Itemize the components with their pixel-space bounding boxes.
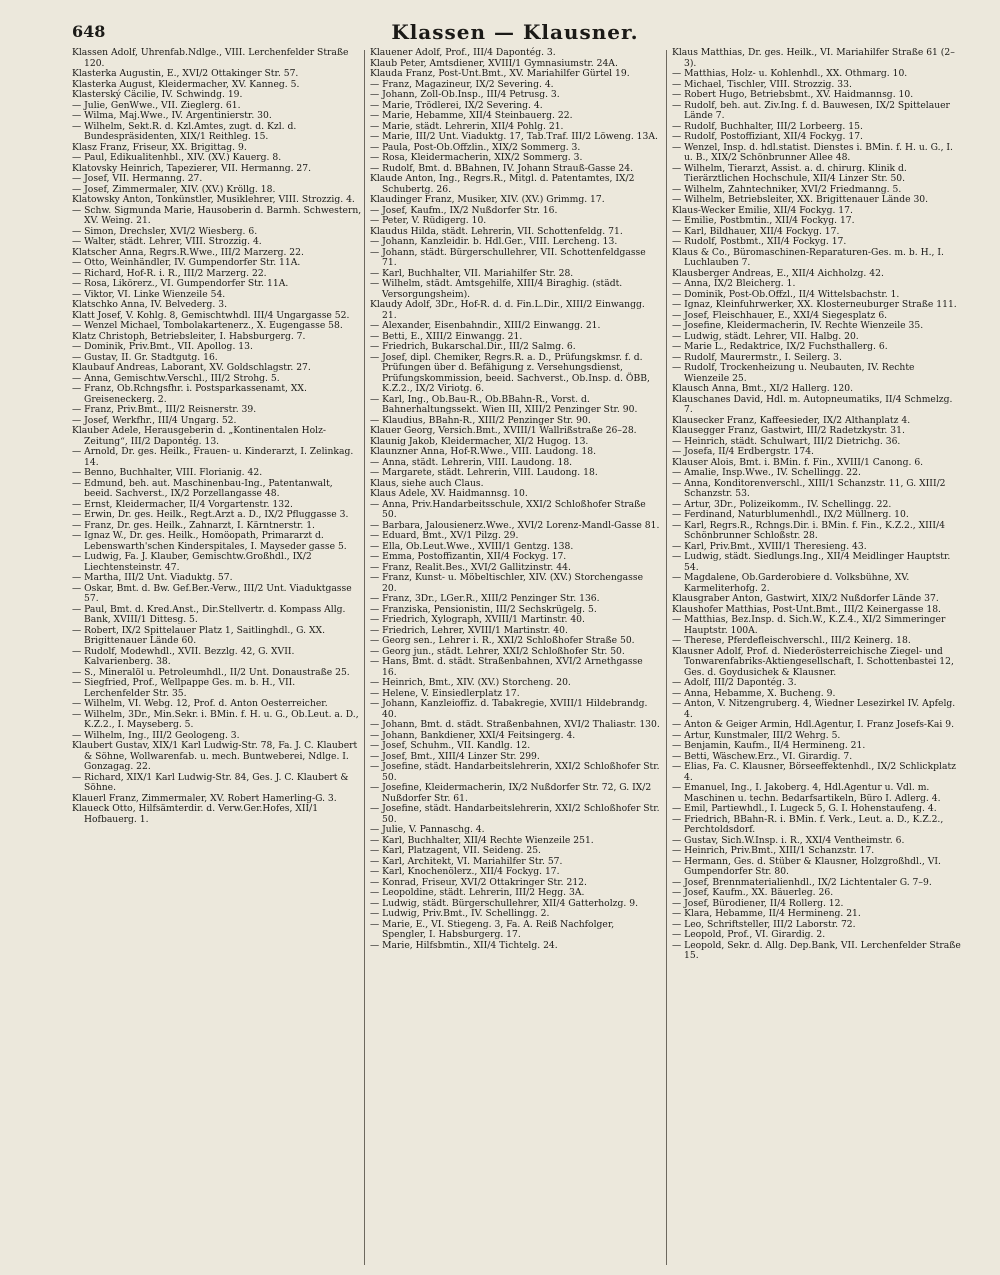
directory-entry: — Josef, Schuhm., VII. Kandlg. 12. bbox=[370, 740, 531, 751]
directory-entry: — Wilhelm, Ing., III/2 Geologeng. 3. bbox=[72, 729, 240, 741]
directory-entry: — Amalie, Insp.Wwe., IV. Schellingg. 22. bbox=[672, 467, 861, 478]
directory-entry: — Josefine, städt. Handarbeitslehrerin, XXI/2 Schloßhofer Str. 50. bbox=[370, 803, 660, 825]
directory-entry: — Marie, Hilfsbmtin., XII/4 Tichtelg. 24. bbox=[370, 939, 558, 951]
directory-entry: — Josef, Kaufm., IX/2 Nußdorfer Str. 16. bbox=[370, 204, 558, 216]
directory-entry: — Arnold, Dr. ges. Heilk., Frauen- u. Kinderarzt, I. Zelinkag. 14. bbox=[72, 446, 354, 468]
directory-entry: — Johann, Bankdiener, XXI/4 Feitsingerg. 4. bbox=[370, 729, 576, 741]
directory-entry: — Ludwig, städt. Lehrer, VII. Halbg. 20. bbox=[672, 330, 859, 342]
directory-entry: Klauda Franz, Post-Unt.Bmt., XV. Mariahilfer Gürtel 19. bbox=[370, 68, 630, 79]
directory-entry: — Benno, Buchhalter, VIII. Florianig. 42. bbox=[72, 467, 263, 478]
directory-entry: — Siegfried, Prof., Wellpappe Ges. m. b. H., VII. Lerchenfelder Str. 35. bbox=[72, 677, 296, 699]
directory-entry: Klaus, siehe auch Claus. bbox=[370, 477, 484, 489]
directory-entry: — Artur, Kunstmaler, III/2 Wehrg. 5. bbox=[672, 729, 841, 741]
directory-entry: — Wenzel Michael, Tombolakartenerz., X. Eugengasse 58. bbox=[72, 320, 343, 331]
directory-entry: — Alexander, Eisenbahndir., XIII/2 Einwangg. 21. bbox=[370, 320, 601, 331]
directory-entry: — Anna, IX/2 Bleicherg. 1. bbox=[672, 278, 796, 289]
directory-entry: — Viktor, VI. Linke Wienzeile 54. bbox=[72, 288, 226, 300]
directory-entry: — Josefine, Kleidermacherin, IV. Rechte Wienzeile 35. bbox=[672, 320, 924, 331]
directory-entry: — Paul, Edikualitenhbl., XIV. (XV.) Kauerg. 8. bbox=[72, 152, 282, 163]
directory-entry: Klaunzner Anna, Hof-R.Wwe., VIII. Laudong. 18. bbox=[370, 446, 596, 457]
directory-entry: — Karl, Platzagent, VII. Seideng. 25. bbox=[370, 845, 541, 856]
directory-entry: Klauschanes David, Hdl. m. Autopneumatiks, II/4 Schmelzg. 7. bbox=[672, 393, 953, 415]
directory-entry: — Ludwig, städt. Bürgerschullehrer, XII/4 Gatterholzg. 9. bbox=[370, 897, 638, 909]
directory-entry: — Ella, Ob.Leut.Wwe., XVIII/1 Gentzg. 138. bbox=[370, 540, 574, 552]
directory-entry: — Franz, Realit.Bes., XVI/2 Gallitzinstr. 44. bbox=[370, 561, 571, 573]
directory-entry: — Rosa, Likörerz., VI. Gumpendorfer Str. 11A. bbox=[72, 278, 289, 289]
directory-entry: — Matthias, Holz- u. Kohlenhdl., XX. Othmarg. 10. bbox=[672, 68, 908, 79]
directory-entry: — Peter, V. Rüdigerg. 10. bbox=[370, 215, 487, 226]
directory-entry: Klatz Christoph, Betriebsleiter, I. Habsburgerg. 7. bbox=[72, 330, 306, 342]
directory-entry: — Wilma, Maj.Wwe., IV. Argentinierstr. 30. bbox=[72, 110, 272, 121]
directory-entry: Klatschko Anna, IV. Belvederg. 3. bbox=[72, 299, 228, 310]
directory-entry: — Rudolf, Postbmt., XII/4 Fockyg. 17. bbox=[672, 236, 847, 247]
directory-entry: — Richard, Hof-R. i. R., III/2 Marzerg. 22. bbox=[72, 267, 267, 279]
directory-entry: — Leo, Schriftsteller, III/2 Laborstr. 72. bbox=[672, 918, 856, 930]
directory-entry: — Rudolf, Maurermstr., I. Seilerg. 3. bbox=[672, 351, 842, 363]
directory-entry: — Heinrich, Bmt., XIV. (XV.) Storcheng. 20. bbox=[370, 677, 571, 688]
directory-entry: Klaude Anton, Ing., Regrs.R., Mitgl. d. Patentamtes, IX/2 Schubertg. 26. bbox=[370, 173, 635, 195]
directory-entry: — Helene, V. Einsiedlerplatz 17. bbox=[370, 687, 520, 699]
directory-entry: — Heinrich, Priv.Bmt., XIII/1 Schanzstr. 17. bbox=[672, 845, 875, 856]
directory-entry: — Martha, III/2 Unt. Viaduktg. 57. bbox=[72, 572, 233, 583]
directory-entry: Klatscher Anna, Regrs.R.Wwe., III/2 Marzerg. 22. bbox=[72, 246, 304, 258]
directory-entry: — Georg jun., städt. Lehrer, XXI/2 Schloßhofer Str. 50. bbox=[370, 645, 625, 657]
directory-entry: Klaushofer Matthias, Post-Unt.Bmt., III/2 Keinergasse 18. bbox=[672, 603, 941, 615]
directory-entry: — Schw. Sigmunda Marie, Hausoberin d. Barmh. Schwestern, XV. Weing. 21. bbox=[72, 204, 362, 226]
directory-entry: — Ignaz, Kleinfuhrwerker, XX. Klosterneuburger Straße 111. bbox=[672, 299, 957, 310]
directory-entry: — Johann, Kanzleidir. b. Hdl.Ger., VIII. Lercheng. 13. bbox=[370, 236, 618, 247]
directory-entry: — Friedrich, Bukarschal.Dir., III/2 Salmg. 6. bbox=[370, 341, 576, 352]
directory-entry: Klausner Adolf, Prof. d. Niederösterreichische Ziegel- und Tonwarenfabriks-Aktiengesellschaft, I. Schottenbastei 12, Ges. d. Goydusichek & Klausner. bbox=[672, 645, 954, 678]
directory-entry: — Anna, Hebamme, X. Bucheng. 9. bbox=[672, 687, 836, 699]
directory-entry: Klasterka Augustin, E., XVI/2 Ottakinger Str. 57. bbox=[72, 68, 299, 79]
directory-entry: — Wilhelm, 3Dr., Min.Sekr. i. BMin. f. H. u. G., Ob.Leut. a. D., K.Z.2., I. Mayseberg. 5. bbox=[72, 708, 359, 730]
directory-entry: Klauber Adele, Herausgeberin d. „Kontinentalen Holz-Zeitung“, III/2 Dapontég. 13. bbox=[72, 425, 327, 447]
directory-entry: — Marie, III/2 Unt. Viaduktg. 17, Tab.Traf. III/2 Löweng. 13A. bbox=[370, 131, 658, 142]
directory-entry: — Rudolf, Modewhdl., XVII. Bezzlg. 42, G. XVII. Kalvarienberg. 38. bbox=[72, 645, 295, 667]
directory-entry: — Franz, Kunst- u. Möbeltischler, XIV. (XV.) Storchengasse 20. bbox=[370, 572, 644, 594]
directory-entry: — Rudolf, Bmt. d. BBahnen, IV. Johann Strauß-Gasse 24. bbox=[370, 162, 634, 174]
directory-entry: Klaueck Otto, Hilfsämterdir. d. Verw.Ger.Hofes, XII/1 Hofbauerg. 1. bbox=[72, 803, 319, 825]
directory-entry: — Friedrich, Lehrer, XVIII/1 Martinstr. 40. bbox=[370, 624, 568, 636]
directory-entry: — Magdalene, Ob.Garderobiere d. Volksbühne, XV. Karmeliterhofg. 2. bbox=[672, 572, 910, 594]
directory-entry: — Wilhelm, städt. Amtsgehilfe, XIII/4 Biraghig. (städt. Versorgungsheim). bbox=[370, 278, 623, 300]
directory-entry: — Hans, Bmt. d. städt. Straßenbahnen, XVI/2 Arnethgasse 16. bbox=[370, 656, 643, 678]
directory-entry: — Ludwig, Fa. J. Klauber, Gemischtw.Großhdl., IX/2 Liechtensteinstr. 47. bbox=[72, 551, 312, 573]
directory-entry: — Franz, Dr. ges. Heilk., Zahnarzt, I. Kärntnerstr. 1. bbox=[72, 519, 315, 531]
directory-entry: — Leopold, Sekr. d. Allg. Dep.Bank, VII. Lerchenfelder Straße 15. bbox=[672, 939, 961, 961]
directory-entry: Klausberger Andreas, E., XII/4 Aichholzg. 42. bbox=[672, 267, 884, 279]
directory-entry: Klatovsky Heinrich, Tapezierer, VII. Hermanng. 27. bbox=[72, 162, 312, 174]
directory-entry: Klaunig Jakob, Kleidermacher, XI/2 Hugog. 13. bbox=[370, 435, 589, 447]
directory-entry: — Otto, Weinhändler, IV. Gumpendorfer Str. 11A. bbox=[72, 257, 301, 268]
directory-entry: — Karl, Architekt, VI. Mariahilfer Str. 57. bbox=[370, 855, 563, 867]
directory-entry: — Josef, Werkfhr., III/4 Ungarg. 52. bbox=[72, 414, 237, 426]
directory-entry: — Julie, GenWwe., VII. Zieglerg. 61. bbox=[72, 99, 241, 111]
directory-entry: — Anna, Gemischtw.Verschl., III/2 Strohg. 5. bbox=[72, 372, 280, 384]
page-title: Klassen — Klausner. bbox=[391, 20, 639, 44]
directory-entry: — Josef, Zimmermaler, XIV. (XV.) Kröllg. 18. bbox=[72, 183, 276, 195]
directory-entry: — Wilhelm, Sekt.R. d. Kzl.Amtes, zugt. d. Kzl. d. Bundespräsidenten, XIX/1 Reithleg. 15. bbox=[72, 120, 297, 142]
directory-entry: — Leopoldine, städt. Lehrerin, III/2 Hegg. 3A. bbox=[370, 887, 585, 898]
directory-entry: — Robert Hugo, Betriebsbmt., XV. Haidmannsg. 10. bbox=[672, 89, 914, 100]
directory-entry: — Johann, Bmt. d. städt. Straßenbahnen, XVI/2 Thaliastr. 130. bbox=[370, 719, 660, 730]
directory-entry: — Rudolf, beh. aut. Ziv.Ing. f. d. Bauwesen, IX/2 Spittelauer Lände 7. bbox=[672, 99, 950, 121]
directory-entry: — Johann, Zoll-Ob.Insp., III/4 Petrusg. 3. bbox=[370, 89, 560, 100]
directory-entry: — Josefa, II/4 Erdbergstr. 174. bbox=[672, 446, 814, 457]
directory-entry: — Josef, dipl. Chemiker, Regrs.R. a. D., Prüfungskmsr. f. d. Prüfungen über d. Befähigung z. Versehungsdienst, Prüfungskommission, beeid. Sachverst., Ob.Insp. d. ÖBB, K.Z.2., IX/2 Viriotg. 6. bbox=[370, 351, 650, 394]
directory-entry: — Klara, Hebamme, II/4 Hermineng. 21. bbox=[672, 908, 861, 919]
column-2 bbox=[370, 48, 660, 951]
directory-entry: Klaus & Co., Büromaschinen-Reparaturen-Ges. m. b. H., I. Luchlauben 7. bbox=[672, 246, 944, 268]
directory-entry: — Josef, Brennmaterialienhdl., IX/2 Lichtentaler G. 7–9. bbox=[672, 876, 932, 888]
directory-entry: Klauerl Franz, Zimmermaler, XV. Robert Hamerling-G. 3. bbox=[72, 792, 337, 804]
directory-entry: Klaubert Gustav, XIX/1 Karl Ludwig-Str. 78, Fa. J. C. Klaubert & Söhne, Wollwarenfab. u. mech. Buntweberei, Ndlge. I. Gonzagag. 22. bbox=[72, 740, 358, 772]
directory-entry: — Anna, städt. Lehrerin, VIII. Laudong. 18. bbox=[370, 456, 573, 468]
directory-entry: Klausecker Franz, Kaffeesieder, IX/2 Althanplatz 4. bbox=[672, 414, 911, 426]
directory-entry: Klatowsky Anton, Tonkünstler, Musiklehrer, VIII. Strozzig. 4. bbox=[72, 194, 355, 205]
directory-entry: — Paula, Post-Ob.Offzlin., XIX/2 Sommerg. 3. bbox=[370, 141, 581, 153]
directory-entry: — Anna, Konditorenverschl., XIII/1 Schanzstr. 11, G. XIII/2 Schanzstr. 53. bbox=[672, 477, 946, 499]
directory-entry: — Julie, V. Pannaschg. 4. bbox=[370, 824, 485, 835]
directory-entry: — Karl, Bildhauer, XII/4 Fockyg. 17. bbox=[672, 225, 840, 237]
directory-entry: — Josefine, Kleidermacherin, IX/2 Nußdorfer Str. 72, G. IX/2 Nußdorfer Str. 61. bbox=[370, 782, 652, 804]
directory-entry: — Hermann, Ges. d. Stüber & Klausner, Holzgroßhdl., VI. Gumpendorfer Str. 80. bbox=[672, 855, 941, 877]
column-divider bbox=[364, 50, 365, 1265]
directory-entry: — Marie L., Redaktrice, IX/2 Fuchsthallerg. 6. bbox=[672, 341, 888, 352]
directory-entry: — Paul, Bmt. d. Kred.Anst., Dir.Stellvertr. d. Kompass Allg. Bank, XVIII/1 Dittesg. 5. bbox=[72, 603, 346, 625]
directory-entry: — Anna, Priv.Handarbeitsschule, XXI/2 Schloßhofer Straße 50. bbox=[370, 498, 646, 520]
directory-entry: Klaudus Hilda, städt. Lehrerin, VII. Schottenfeldg. 71. bbox=[370, 225, 623, 237]
directory-entry: — Franz, Ob.Rchngsfhr. i. Postsparkassenamt, XX. Greiseneckerg. 2. bbox=[72, 383, 307, 405]
directory-entry: — Robert, IX/2 Spittelauer Platz 1, Saitlinghdl., G. XX. Brigittenauer Lände 60. bbox=[72, 624, 326, 646]
directory-entry: — Ferdinand, Naturblumenhdl., IX/2 Müllnerg. 10. bbox=[672, 509, 909, 520]
directory-entry: — Karl, Regrs.R., Rchngs.Dir. i. BMin. f. Fin., K.Z.2., XIII/4 Schönbrunner Schloßstr. 28. bbox=[672, 519, 945, 541]
directory-entry: — Marie, städt. Lehrerin, XII/4 Pohlg. 21. bbox=[370, 120, 564, 132]
directory-entry: — Wilhelm, VI. Webg. 12, Prof. d. Anton Oesterreicher. bbox=[72, 698, 328, 709]
directory-entry: Klasz Franz, Friseur, XX. Brigittag. 9. bbox=[72, 141, 247, 153]
directory-entry: — Ignaz W., Dr. ges. Heilk., Homöopath, Primararzt d. Lebenswarth'schen Kinderspitales, I. Mayseder gasse 5. bbox=[72, 530, 347, 552]
directory-entry: — Erwin, Dr. ges. Heilk., Regt.Arzt a. D., IX/2 Pfluggasse 3. bbox=[72, 509, 349, 520]
page-header bbox=[60, 22, 970, 48]
directory-entry: Klauser Alois, Bmt. i. BMin. f. Fin., XVIII/1 Canong. 6. bbox=[672, 456, 924, 468]
directory-entry: — Ludwig, Priv.Bmt., IV. Schellingg. 2. bbox=[370, 908, 550, 919]
directory-entry: Klaus Adele, XV. Haidmannsg. 10. bbox=[370, 488, 528, 499]
directory-entry: — Johann, Kanzleioffiz. d. Tabakregie, XVIII/1 Hildebrandg. 40. bbox=[370, 698, 648, 720]
directory-entry: — Elias, Fa. C. Klausner, Börseeffektenhdl., IX/2 Schlickplatz 4. bbox=[672, 761, 956, 783]
directory-entry: Klausgraber Anton, Gastwirt, XIX/2 Nußdorfer Lände 37. bbox=[672, 593, 939, 604]
directory-entry: Klauer Georg, Versich.Bmt., XVIII/1 Wallrißstraße 26–28. bbox=[370, 425, 637, 436]
directory-entry: Klausegger Franz, Gastwirt, III/2 Radetzkystr. 31. bbox=[672, 425, 905, 436]
directory-entry: — Josef, Fleischhauer, E., XXI/4 Siegesplatz 6. bbox=[672, 309, 888, 321]
directory-entry: — Anton, V. Nitzengruberg. 4, Wiedner Lesezirkel IV. Apfelg. 4. bbox=[672, 698, 956, 720]
directory-entry: — Rudolf, Trockenheizung u. Neubauten, IV. Rechte Wienzeile 25. bbox=[672, 362, 915, 384]
directory-entry: Klaubauf Andreas, Laborant, XV. Goldschlagstr. 27. bbox=[72, 362, 311, 373]
directory-entry: Klassen Adolf, Uhrenfab.Ndlge., VIII. Lerchenfelder Straße 120. bbox=[72, 47, 349, 69]
directory-entry: — Marie, E., VI. Stiegeng. 3, Fa. A. Reiß Nachfolger, Spengler, I. Habsburgerg. 17. bbox=[370, 918, 615, 940]
directory-entry: — Margarete, städt. Lehrerin, VIII. Laudong. 18. bbox=[370, 467, 598, 478]
directory-entry: — Karl, Ing., Ob.Bau-R., Ob.BBahn-R., Vorst. d. Bahnerhaltungssekt. Wien III, XIII/2 Penzinger Str. 90. bbox=[370, 393, 638, 415]
directory-entry: — Rudolf, Postoffiziant, XII/4 Fockyg. 17. bbox=[672, 131, 863, 142]
directory-entry: — Adolf, III/2 Dapontég. 3. bbox=[672, 677, 797, 688]
directory-entry: — Artur, 3Dr., Polizeikomm., IV. Schellingg. 22. bbox=[672, 498, 892, 510]
directory-entry: Klaudy Adolf, 3Dr., Hof-R. d. d. Fin.L.Dir., XIII/2 Einwangg. 21. bbox=[370, 299, 645, 321]
directory-entry: — Benjamin, Kaufm., II/4 Hermineng. 21. bbox=[672, 740, 866, 751]
directory-entry: — S., Mineralöl u. Petroleumhdl., II/2 Unt. Donaustraße 25. bbox=[72, 666, 350, 678]
directory-entry: — Therese, Pferdefleischverschl., III/2 Keinerg. 18. bbox=[672, 635, 911, 646]
directory-entry: — Edmund, beh. aut. Maschinenbau-Ing., Patentanwalt, beeid. Sachverst., IX/2 Porzellangasse 48. bbox=[72, 477, 333, 499]
directory-entry: — Emil, Partiewhdl., I. Lugeck 5, G. I. Hohenstaufeng. 4. bbox=[672, 803, 937, 814]
directory-entry: — Eduard, Bmt., XV/1 Pilzg. 29. bbox=[370, 530, 519, 541]
directory-entry: — Wilhelm, Betriebsleiter, XX. Brigittenauer Lände 30. bbox=[672, 194, 929, 205]
directory-entry: — Walter, städt. Lehrer, VIII. Strozzig. 4. bbox=[72, 236, 262, 247]
directory-entry: — Anton & Geiger Armin, Hdl.Agentur, I. Franz Josefs-Kai 9. bbox=[672, 719, 954, 730]
directory-entry: — Betti, Wäschew.Erz., VI. Girardig. 7. bbox=[672, 750, 853, 762]
directory-entry: — Marie, Hebamme, XII/4 Steinbauerg. 22. bbox=[370, 110, 573, 121]
directory-entry: — Franz, 3Dr., LGer.R., XIII/2 Penzinger Str. 136. bbox=[370, 593, 600, 604]
directory-entry: — Josefine, städt. Handarbeitslehrerin, XXI/2 Schloßhofer Str. 50. bbox=[370, 761, 660, 783]
directory-entry: Klasterský Cäcilie, IV. Schwindg. 19. bbox=[72, 89, 243, 100]
column-1 bbox=[72, 48, 362, 825]
directory-entry: — Karl, Buchhalter, VII. Mariahilfer Str. 28. bbox=[370, 267, 574, 279]
directory-entry: — Klaudius, BBahn-R., XIII/2 Penzinger Str. 90. bbox=[370, 414, 591, 426]
directory-entry: — Franz, Magazineur, IX/2 Severing. 4. bbox=[370, 78, 554, 90]
column-divider bbox=[666, 50, 667, 1265]
directory-entry: — Friedrich, BBahn-R. i. BMin. f. Verk., Leut. a. D., K.Z.2., Perchtoldsdorf. bbox=[672, 813, 944, 835]
directory-entry: — Betti, E., XIII/2 Einwangg. 21. bbox=[370, 330, 523, 342]
directory-entry: — Karl, Buchhalter, XII/4 Rechte Wienzeile 251. bbox=[370, 834, 594, 846]
directory-entry: — Oskar, Bmt. d. Bw. Gef.Ber.-Verw., III/2 Unt. Viaduktgasse 57. bbox=[72, 582, 352, 604]
directory-entry: — Franz, Priv.Bmt., III/2 Reisnerstr. 39. bbox=[72, 404, 257, 415]
directory-entry: — Josef, Kaufm., XX. Bäuerleg. 26. bbox=[672, 887, 834, 898]
directory-entry: — Josef, Bürodiener, II/4 Rollerg. 12. bbox=[672, 897, 844, 909]
directory-entry: Klaudinger Franz, Musiker, XIV. (XV.) Grimmg. 17. bbox=[370, 194, 605, 205]
directory-entry: — Heinrich, städt. Schulwart, III/2 Dietrichg. 36. bbox=[672, 435, 901, 447]
directory-entry: — Emilie, Postbmtin., XII/4 Fockyg. 17. bbox=[672, 215, 855, 226]
directory-entry: — Barbara, Jalousienerz.Wwe., XVI/2 Lorenz-Mandl-Gasse 81. bbox=[370, 519, 660, 531]
directory-entry: — Friedrich, Xylograph, XVIII/1 Martinstr. 40. bbox=[370, 614, 585, 625]
page-number: 648 bbox=[72, 22, 106, 41]
directory-entry: — Emma, Postoffizantin, XII/4 Fockyg. 17. bbox=[370, 551, 567, 562]
directory-entry: Klaus-Wecker Emilie, XII/4 Fockyg. 17. bbox=[672, 204, 853, 216]
directory-entry: — Wilhelm, Tierarzt, Assist. a. d. chirurg. Klinik d. Tierärztlichen Hochschule, XII/4 Linzer Str. 50. bbox=[672, 162, 907, 184]
directory-entry: — Wilhelm, Zahntechniker, XVI/2 Friedmanng. 5. bbox=[672, 183, 902, 195]
directory-entry: — Richard, XIX/1 Karl Ludwig-Str. 84, Ges. J. C. Klaubert & Söhne. bbox=[72, 771, 349, 793]
directory-entry: — Simon, Drechsler, XVI/2 Wiesberg. 6. bbox=[72, 225, 258, 237]
directory-entry: — Josef, VII. Hermanng. 27. bbox=[72, 173, 203, 184]
directory-entry: — Rosa, Kleidermacherin, XIX/2 Sommerg. 3. bbox=[370, 152, 583, 163]
directory-entry: — Dominik, Priv.Bmt., VII. Apollog. 13. bbox=[72, 341, 253, 352]
directory-entry: — Gustav, II. Gr. Stadtgutg. 16. bbox=[72, 351, 218, 363]
directory-entry: — Karl, Knochenölerz., XII/4 Fockyg. 17. bbox=[370, 866, 560, 877]
directory-entry: Klaub Peter, Amtsdiener, XVIII/1 Gymnasiumstr. 24A. bbox=[370, 57, 618, 69]
directory-entry: — Leopold, Prof., VI. Girardig. 2. bbox=[672, 929, 826, 940]
directory-entry: — Marie, Trödlerei, IX/2 Severing. 4. bbox=[370, 99, 543, 111]
directory-entry: — Michael, Tischler, VIII. Strozzig. 33. bbox=[672, 78, 852, 90]
directory-entry: — Emanuel, Ing., I. Jakoberg. 4, Hdl.Agentur u. Vdl. m. Maschinen u. techn. Bedarfsartikeln, Büro I. Adlerg. 4. bbox=[672, 782, 941, 804]
directory-entry: — Johann, städt. Bürgerschullehrer, VII. Schottenfeldgasse 71. bbox=[370, 246, 646, 268]
directory-entry: — Wenzel, Insp. d. hdl.statist. Dienstes i. BMin. f. H. u. G., I. u. B., XIX/2 Schönbrunner Allee 48. bbox=[672, 141, 953, 163]
directory-entry: Klauener Adolf, Prof., III/4 Dapontég. 3. bbox=[370, 47, 556, 58]
directory-entry: — Georg sen., Lehrer i. R., XXI/2 Schloßhofer Straße 50. bbox=[370, 635, 635, 646]
directory-entry: — Franziska, Pensionistin, III/2 Sechskrügelg. 5. bbox=[370, 603, 597, 615]
directory-entry: — Ernst, Kleidermacher, II/4 Vorgartenstr. 132. bbox=[72, 498, 293, 510]
directory-entry: — Matthias, Bez.Insp. d. Sich.W., K.Z.4., XI/2 Simmeringer Hauptstr. 100A. bbox=[672, 614, 946, 636]
directory-entry: Klaus Matthias, Dr. ges. Heilk., VI. Mariahilfer Straße 61 (2–3). bbox=[672, 47, 955, 69]
directory-entry: — Karl, Priv.Bmt., XVIII/1 Theresieng. 43. bbox=[672, 540, 867, 552]
directory-entry: Klausch Anna, Bmt., XI/2 Hallerg. 120. bbox=[672, 383, 854, 394]
directory-entry: — Josef, Bmt., XIII/4 Linzer Str. 299. bbox=[370, 750, 540, 762]
directory-entry: Klatt Josef, V. Kohlg. 8, Gemischtwhdl. III/4 Ungargasse 52. bbox=[72, 309, 350, 321]
directory-entry: Klasterka August, Kleidermacher, XV. Kanneg. 5. bbox=[72, 78, 300, 90]
directory-entry: — Ludwig, städt. Siedlungs.Ing., XII/4 Meidlinger Hauptstr. 54. bbox=[672, 551, 951, 573]
directory-entry: — Gustav, Sich.W.Insp. i. R., XXI/4 Ventheimstr. 6. bbox=[672, 834, 905, 846]
directory-entry: — Konrad, Friseur, XVI/2 Ottakringer Str. 212. bbox=[370, 876, 587, 888]
column-3 bbox=[672, 48, 962, 962]
directory-entry: — Dominik, Post-Ob.Offzl., II/4 Wittelsbachstr. 1. bbox=[672, 288, 900, 300]
directory-entry: — Rudolf, Buchhalter, III/2 Lorbeerg. 15. bbox=[672, 120, 863, 132]
